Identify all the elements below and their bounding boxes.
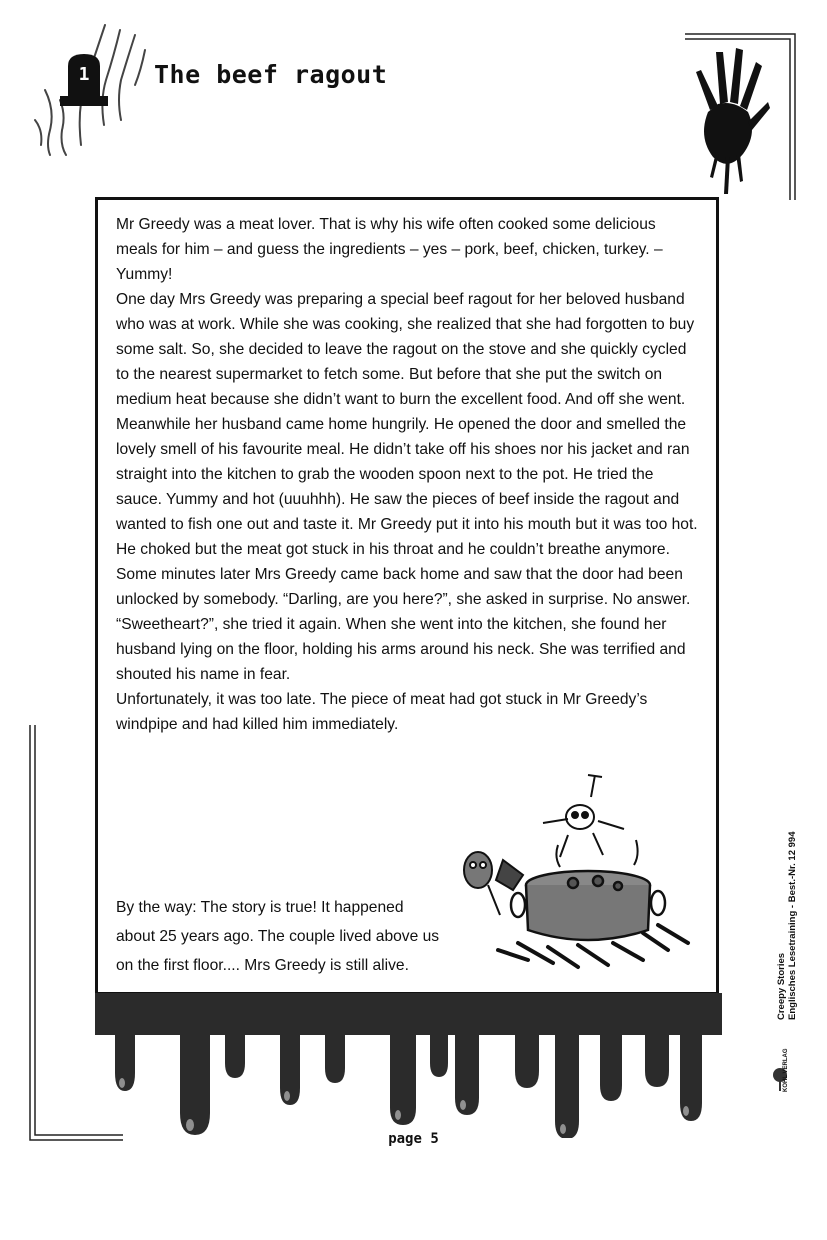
story-paragraph: One day Mrs Greedy was preparing a special beef ragout for her beloved husband who was at work. While she was cooking, she realized that she had forgotten to buy some salt. So, she decided to leave the ragout on the stove and she quickly cycled to the nearest supermarket to fetch some. But before that she put the switch on medium heat because she didn’t want to burn the excellent food. And off she went.	[116, 291, 695, 408]
page-title: The beef ragout	[154, 60, 388, 89]
story-paragraph: Unfortunately, it was too late. The piece of meat had got stuck in Mr Greedy’s windpipe and had killed him immediately.	[116, 691, 648, 733]
page-number: page 5	[388, 1131, 439, 1147]
publisher-label: KOHL VERLAG	[783, 1048, 789, 1092]
story-paragraph: Some minutes later Mrs Greedy came back home and saw that the door had been unlocked by somebody. “Darling, are you here?”, she asked in surprise. No answer. “Sweetheart?”, she tried it again. When she went into the kitchen, she found her husband lying on the floor, holding his arms around his neck. She was terrified and shouted his name in fear.	[116, 566, 691, 683]
series-title: Creepy Stories	[776, 952, 787, 1020]
story-box	[95, 197, 719, 995]
side-info	[776, 831, 816, 1240]
footnote-text: By the way: The story is true! It happened about 25 years ago. The couple lived above us on the first floor.... Mrs Greedy is still alive.	[116, 899, 440, 974]
story-paragraph: Mr Greedy was a meat lover. That is why his wife often cooked some delicious meals for him – and guess the ingredients – yes – pork, beef, chicken, turkey. – Yummy!	[116, 216, 663, 283]
dripping-blood-decoration	[95, 993, 722, 1138]
story-text	[116, 212, 700, 737]
story-paragraph: Meanwhile her husband came home hungrily. He opened the door and smelled the lovely smell of his favourite meal. He didn’t take off his shoes nor his jacket and ran straight into the kitchen to grab the wooden spoon next to the pot. He tried the sauce. Yummy and hot (uuuhhh). He saw the pieces of beef inside the ragout and wanted to fish one out and taste it. Mr Greedy put it into his mouth but it was too hot. He choked but the meat got stuck in his throat and he couldn’t breathe anymore.	[116, 416, 698, 558]
series-subtitle: Englisches Lesetraining - Best.-Nr. 12 994	[787, 831, 798, 1020]
handprint-icon	[688, 42, 770, 197]
cooking-pot-illustration	[458, 765, 698, 980]
chapter-number: 1	[78, 64, 90, 85]
